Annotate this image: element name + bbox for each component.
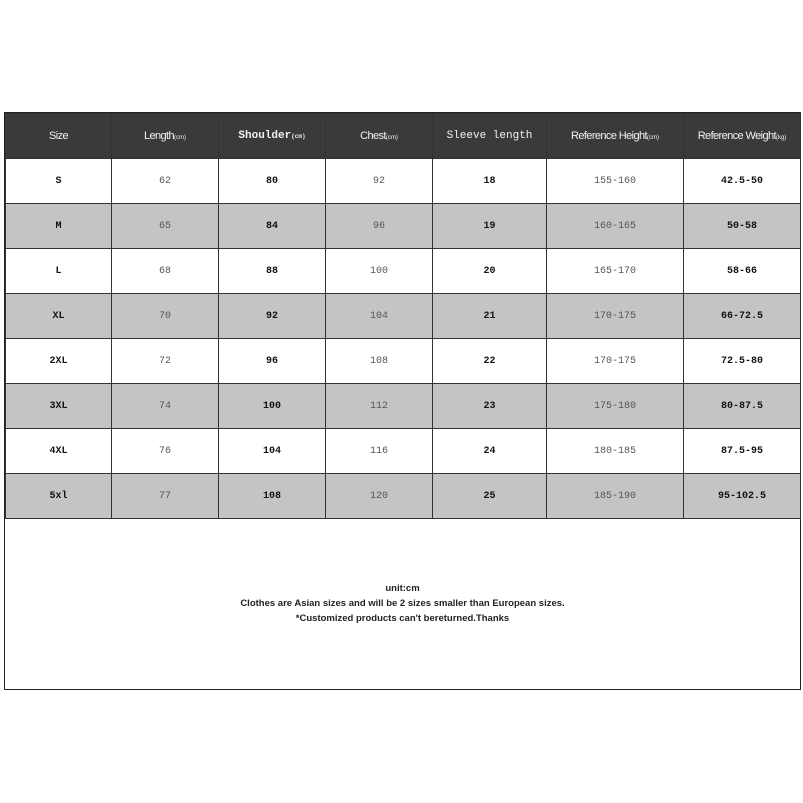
cell-shoulder: 80 (219, 159, 326, 204)
table-row (6, 384, 801, 429)
cell-size: 3XL (6, 384, 112, 429)
cell-shoulder: 84 (219, 204, 326, 249)
cell-shoulder: 108 (219, 474, 326, 519)
cell-chest: 92 (326, 159, 433, 204)
cell-height: 155-160 (547, 159, 684, 204)
size-notes (5, 581, 800, 626)
size-rows (6, 159, 801, 519)
cell-chest: 100 (326, 249, 433, 294)
cell-length: 62 (112, 159, 219, 204)
cell-chest: 116 (326, 429, 433, 474)
cell-chest: 108 (326, 339, 433, 384)
cell-height: 170-175 (547, 339, 684, 384)
cell-length: 65 (112, 204, 219, 249)
cell-weight: 42.5-50 (684, 159, 801, 204)
cell-length: 70 (112, 294, 219, 339)
cell-shoulder: 88 (219, 249, 326, 294)
cell-weight: 66-72.5 (684, 294, 801, 339)
cell-shoulder: 92 (219, 294, 326, 339)
cell-sleeve: 22 (433, 339, 547, 384)
header-sleeve-length: Sleeve length (433, 114, 547, 159)
cell-weight: 58-66 (684, 249, 801, 294)
cell-chest: 96 (326, 204, 433, 249)
header-chest: Chest(cm) (326, 114, 433, 159)
table-row (6, 294, 801, 339)
cell-size: XL (6, 294, 112, 339)
cell-sleeve: 18 (433, 159, 547, 204)
cell-size: 4XL (6, 429, 112, 474)
header-length: Length(cm) (112, 114, 219, 159)
cell-sleeve: 24 (433, 429, 547, 474)
cell-sleeve: 20 (433, 249, 547, 294)
cell-shoulder: 100 (219, 384, 326, 429)
table-row (6, 474, 801, 519)
cell-weight: 87.5-95 (684, 429, 801, 474)
size-chart-table (5, 113, 801, 519)
cell-shoulder: 96 (219, 339, 326, 384)
cell-chest: 112 (326, 384, 433, 429)
asian-sizes-note: Clothes are Asian sizes and will be 2 sizes smaller than European sizes. (240, 598, 565, 609)
cell-weight: 95-102.5 (684, 474, 801, 519)
cell-sleeve: 23 (433, 384, 547, 429)
cell-height: 170-175 (547, 294, 684, 339)
table-row (6, 429, 801, 474)
unit-note: unit:cm (385, 583, 420, 594)
table-row (6, 249, 801, 294)
table-row (6, 159, 801, 204)
cell-sleeve: 19 (433, 204, 547, 249)
customized-note: *Customized products can't bereturned.Thanks (295, 613, 510, 624)
header-reference-weight: Reference Weight(kg) (684, 114, 801, 159)
cell-sleeve: 21 (433, 294, 547, 339)
cell-length: 68 (112, 249, 219, 294)
cell-weight: 80-87.5 (684, 384, 801, 429)
cell-size: L (6, 249, 112, 294)
cell-length: 76 (112, 429, 219, 474)
cell-height: 175-180 (547, 384, 684, 429)
cell-height: 185-190 (547, 474, 684, 519)
cell-chest: 104 (326, 294, 433, 339)
cell-shoulder: 104 (219, 429, 326, 474)
cell-weight: 72.5-80 (684, 339, 801, 384)
header-shoulder: Shoulder(cm) (219, 114, 326, 159)
cell-size: 2XL (6, 339, 112, 384)
header-size: Size (6, 114, 112, 159)
size-chart-frame (4, 112, 801, 690)
table-row (6, 204, 801, 249)
cell-height: 180-185 (547, 429, 684, 474)
cell-length: 77 (112, 474, 219, 519)
cell-height: 165-170 (547, 249, 684, 294)
cell-sleeve: 25 (433, 474, 547, 519)
cell-length: 74 (112, 384, 219, 429)
cell-height: 160-165 (547, 204, 684, 249)
cell-length: 72 (112, 339, 219, 384)
header-row (6, 114, 801, 159)
table-row (6, 339, 801, 384)
cell-chest: 120 (326, 474, 433, 519)
cell-weight: 50-58 (684, 204, 801, 249)
cell-size: S (6, 159, 112, 204)
cell-size: M (6, 204, 112, 249)
header-reference-height: Reference Height(cm) (547, 114, 684, 159)
cell-size: 5xl (6, 474, 112, 519)
